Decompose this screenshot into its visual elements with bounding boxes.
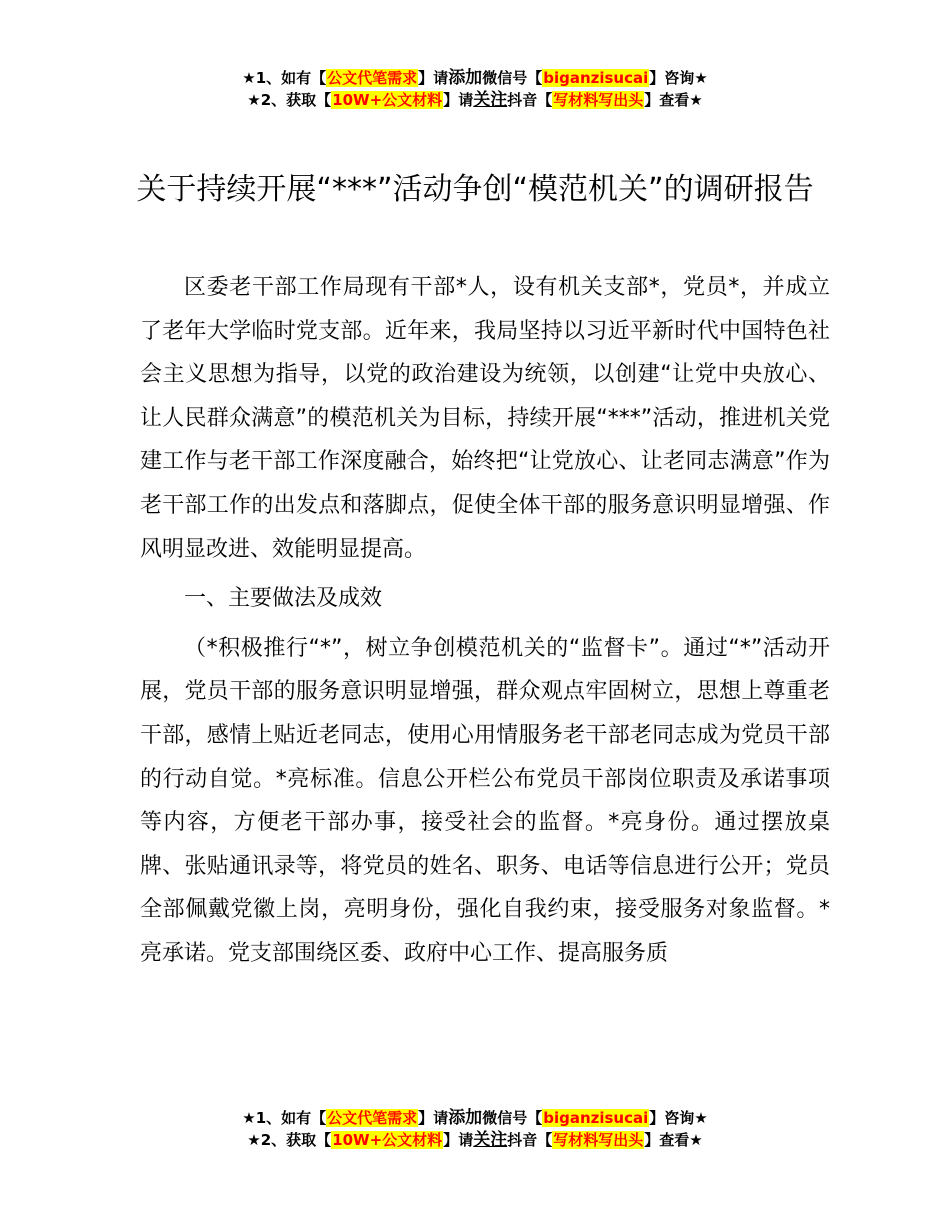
highlight-douyin-account: 写材料写出头 xyxy=(553,1131,644,1149)
banner-text: 】请 xyxy=(418,69,449,87)
highlight-materials: 10W+公文材料 xyxy=(332,1131,443,1149)
footer-banner xyxy=(0,1107,950,1151)
highlight-service: 公文代笔需求 xyxy=(327,69,418,87)
highlight-service: 公文代笔需求 xyxy=(327,1109,418,1127)
banner-text: 抖音【 xyxy=(507,91,553,109)
banner-text: ★2、获取【 xyxy=(247,91,332,109)
banner-line-1 xyxy=(0,67,950,89)
banner-text: 】请 xyxy=(443,1131,474,1149)
banner-text: 】查看★ xyxy=(644,91,703,109)
banner-line-2 xyxy=(0,89,950,111)
paragraph-section-1: （*积极推行“*”，树立争创模范机关的“监督卡”。通过“*”活动开展，党员干部的服务意识明显增强，群众观点牢固树立，思想上尊重老干部，感情上贴近老同志，使用心用情服务老干部老同志成为党员干部的行动自觉。*亮标准。信息公开栏公布党员干部岗位职责及承诺事项等内容，方便老干部办事，接受社会的监督。*亮身份。通过摆放桌牌、张贴通讯录等，将党员的姓名、职务、电话等信息进行公开；党员全部佩戴党徽上岗，亮明身份，强化自我约束，接受服务对象监督。*亮承诺。党支部围绕区委、政府中心工作、提高服务质 xyxy=(140,635,830,966)
banner-emphasis: 关注 xyxy=(473,1130,508,1150)
document-title: 关于持续开展“***”活动争创“模范机关”的调研报告 xyxy=(136,172,814,207)
highlight-douyin-account: 写材料写出头 xyxy=(553,91,644,109)
banner-emphasis: 添加 xyxy=(448,68,483,88)
highlight-wechat-id: biganzisucai xyxy=(543,69,649,87)
banner-text: 微信号【 xyxy=(482,1109,543,1127)
paragraph-intro: 区委老干部工作局现有干部*人，设有机关支部*，党员*，并成立了老年大学临时党支部。近年来，我局坚持以习近平新时代中国特色社会主义思想为指导，以党的政治建设为统领，以创建“让党中央放心、让人民群众满意”的模范机关为目标，持续开展“***”活动，推进机关党建工作与老干部工作深度融合，始终把“让党放心、让老同志满意”作为老干部工作的出发点和落脚点，促使全体干部的服务意识明显增强、作风明显改进、效能明显提高。 xyxy=(140,275,830,562)
banner-line-2 xyxy=(0,1129,950,1151)
banner-line-1 xyxy=(0,1107,950,1129)
section-heading: 一、主要做法及成效 xyxy=(184,586,383,612)
banner-text: 】请 xyxy=(418,1109,449,1127)
highlight-wechat-id: biganzisucai xyxy=(543,1109,649,1127)
banner-text: 抖音【 xyxy=(507,1131,553,1149)
banner-text: ★1、如有【 xyxy=(242,69,327,87)
highlight-materials: 10W+公文材料 xyxy=(332,91,443,109)
header-banner xyxy=(0,67,950,111)
banner-emphasis: 关注 xyxy=(473,90,508,110)
banner-text: 】查看★ xyxy=(644,1131,703,1149)
document-body xyxy=(140,266,830,976)
banner-text: 微信号【 xyxy=(482,69,543,87)
banner-text: ★2、获取【 xyxy=(247,1131,332,1149)
banner-text: 】请 xyxy=(443,91,474,109)
banner-text: 】咨询★ xyxy=(649,1109,708,1127)
banner-text: ★1、如有【 xyxy=(242,1109,327,1127)
banner-text: 】咨询★ xyxy=(649,69,708,87)
banner-emphasis: 添加 xyxy=(448,1108,483,1128)
